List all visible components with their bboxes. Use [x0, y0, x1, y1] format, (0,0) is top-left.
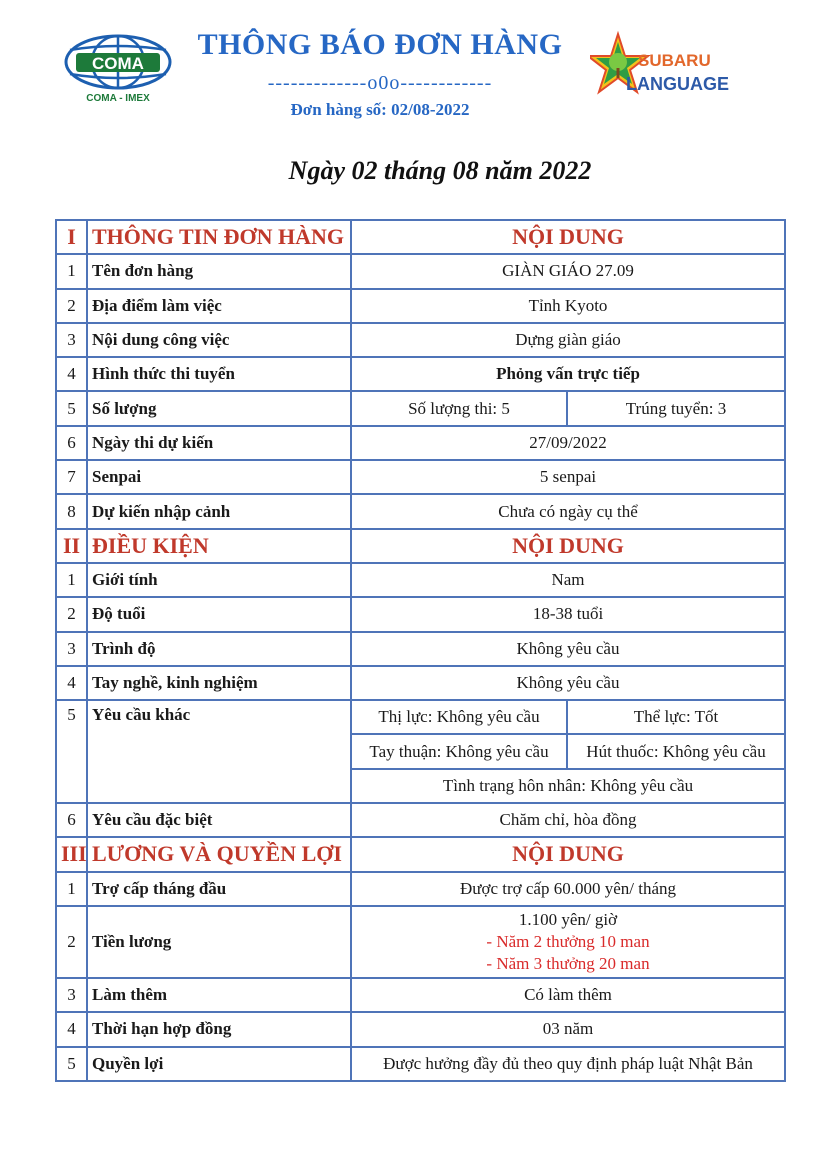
- row-value: Phỏng vấn trực tiếp: [351, 357, 785, 391]
- row-value: Không yêu cầu: [351, 632, 785, 666]
- row-number: 5: [56, 700, 87, 803]
- order-table: [55, 219, 786, 1082]
- row-label: Trình độ: [87, 632, 351, 666]
- table-row: [56, 1012, 785, 1046]
- row-label: Yêu cầu đặc biệt: [87, 803, 351, 837]
- row-number: 1: [56, 563, 87, 597]
- section-content-header: NỘI DUNG: [351, 837, 785, 871]
- row-label: Tay nghề, kinh nghiệm: [87, 666, 351, 700]
- row-label: Hình thức thi tuyển: [87, 357, 351, 391]
- row-value: Tỉnh Kyoto: [351, 289, 785, 323]
- row-label: Giới tính: [87, 563, 351, 597]
- section-title: THÔNG TIN ĐƠN HÀNG: [87, 220, 351, 254]
- table-row: [56, 872, 785, 906]
- table-row: [56, 666, 785, 700]
- row-label: Thời hạn hợp đồng: [87, 1012, 351, 1046]
- table-row: [56, 357, 785, 391]
- row-label: Senpai: [87, 460, 351, 494]
- row-number: 6: [56, 803, 87, 837]
- coma-logo-word: COMA: [92, 54, 144, 73]
- document-date: Ngày 02 tháng 08 năm 2022: [288, 156, 592, 185]
- page-title: THÔNG BÁO ĐƠN HÀNG: [197, 28, 563, 61]
- row-value: Chăm chỉ, hòa đồng: [351, 803, 785, 837]
- row-number: 1: [56, 254, 87, 288]
- row-value-eyesight: Thị lực: Không yêu cầu: [351, 700, 567, 734]
- row-number: 4: [56, 357, 87, 391]
- row-value-fitness: Thể lực: Tốt: [567, 700, 785, 734]
- row-number: 7: [56, 460, 87, 494]
- table-row: [56, 254, 785, 288]
- salary-hourly: 1.100 yên/ giờ: [518, 909, 618, 929]
- row-value-pass-count: Trúng tuyển: 3: [567, 391, 785, 425]
- title-divider: -------------o0o------------: [267, 72, 493, 94]
- row-label: Tên đơn hàng: [87, 254, 351, 288]
- row-value-marital-status: Tình trạng hôn nhân: Không yêu cầu: [351, 769, 785, 803]
- table-row: [56, 700, 785, 734]
- row-label: Tiền lương: [87, 906, 351, 978]
- table-row: [56, 597, 785, 631]
- table-row: [56, 803, 785, 837]
- row-value: Có làm thêm: [351, 978, 785, 1012]
- row-value: Chưa có ngày cụ thể: [351, 494, 785, 528]
- row-value: 5 senpai: [351, 460, 785, 494]
- table-row: [56, 563, 785, 597]
- row-number: 5: [56, 1047, 87, 1081]
- salary-bonus-year2: - Năm 2 thưởng 10 man: [486, 931, 650, 951]
- row-label: Nội dung công việc: [87, 323, 351, 357]
- section-number: I: [56, 220, 87, 254]
- subaru-logo-word2: LANGUAGE: [626, 74, 729, 94]
- row-label: Trợ cấp tháng đầu: [87, 872, 351, 906]
- row-value-handedness: Tay thuận: Không yêu cầu: [351, 734, 567, 768]
- section-header-info: [56, 220, 785, 254]
- row-label: Dự kiến nhập cảnh: [87, 494, 351, 528]
- row-value-salary: [351, 906, 785, 978]
- row-value: 27/09/2022: [351, 426, 785, 460]
- row-label: Làm thêm: [87, 978, 351, 1012]
- row-value: Được hưởng đầy đủ theo quy định pháp luật Nhật Bản: [351, 1047, 785, 1081]
- row-value: Được trợ cấp 60.000 yên/ tháng: [351, 872, 785, 906]
- section-header-conditions: [56, 529, 785, 563]
- document-header: [0, 0, 828, 140]
- row-value: Nam: [351, 563, 785, 597]
- row-number: 2: [56, 906, 87, 978]
- row-value-exam-count: Số lượng thi: 5: [351, 391, 567, 425]
- section-content-header: NỘI DUNG: [351, 529, 785, 563]
- row-value-smoking: Hút thuốc: Không yêu cầu: [567, 734, 785, 768]
- subaru-logo-word1: SUBARU: [638, 51, 711, 70]
- row-label: Độ tuổi: [87, 597, 351, 631]
- row-label: Ngày thi dự kiến: [87, 426, 351, 460]
- subaru-logo: [590, 30, 740, 108]
- section-title: ĐIỀU KIỆN: [87, 529, 351, 563]
- order-number: Đơn hàng số: 02/08-2022: [290, 100, 470, 119]
- row-number: 5: [56, 391, 87, 425]
- row-label: Số lượng: [87, 391, 351, 425]
- row-value: 03 năm: [351, 1012, 785, 1046]
- row-number: 1: [56, 872, 87, 906]
- row-label: Địa điểm làm việc: [87, 289, 351, 323]
- row-label: Quyền lợi: [87, 1047, 351, 1081]
- section-content-header: NỘI DUNG: [351, 220, 785, 254]
- table-row: [56, 978, 785, 1012]
- row-number: 4: [56, 666, 87, 700]
- table-row: [56, 391, 785, 425]
- table-row: [56, 460, 785, 494]
- row-value: Không yêu cầu: [351, 666, 785, 700]
- row-number: 6: [56, 426, 87, 460]
- row-number: 3: [56, 978, 87, 1012]
- row-number: 3: [56, 632, 87, 666]
- row-value: Dựng giàn giáo: [351, 323, 785, 357]
- row-label: Yêu cầu khác: [87, 700, 351, 803]
- table-row: [56, 1047, 785, 1081]
- table-row: [56, 906, 785, 978]
- section-number: II: [56, 529, 87, 563]
- section-number: III: [56, 837, 87, 871]
- row-number: 2: [56, 597, 87, 631]
- row-number: 2: [56, 289, 87, 323]
- table-row: [56, 426, 785, 460]
- table-row: [56, 323, 785, 357]
- row-number: 4: [56, 1012, 87, 1046]
- table-row: [56, 632, 785, 666]
- row-number: 8: [56, 494, 87, 528]
- coma-logo-subtitle: COMA - IMEX: [86, 93, 150, 104]
- table-row: [56, 289, 785, 323]
- row-number: 3: [56, 323, 87, 357]
- row-value: 18-38 tuổi: [351, 597, 785, 631]
- section-header-salary: [56, 837, 785, 871]
- row-value: GIÀN GIÁO 27.09: [351, 254, 785, 288]
- salary-bonus-year3: - Năm 3 thưởng 20 man: [486, 953, 650, 973]
- table-row: [56, 494, 785, 528]
- section-title: LƯƠNG VÀ QUYỀN LỢI: [87, 837, 351, 871]
